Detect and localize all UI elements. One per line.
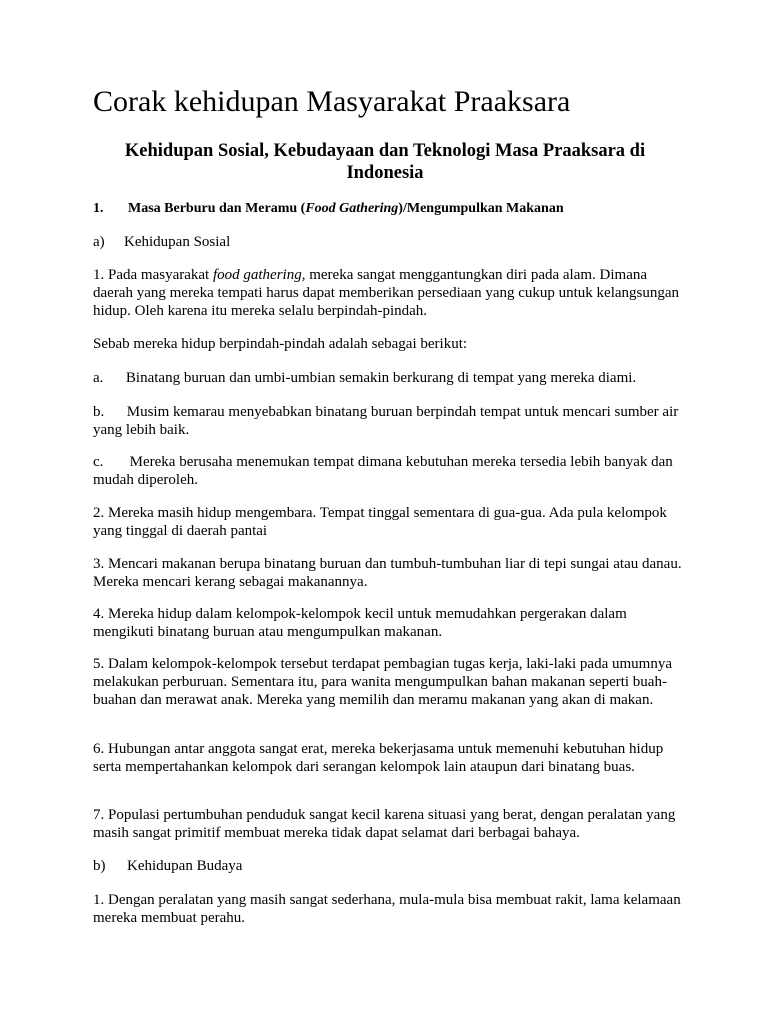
paragraph-1-italic: food gathering: [212, 267, 302, 283]
reason-b: b. Musim kemarau menyebabkan binatang buruan berpindah tempat untuk mencari sumber air yang lebih baik.: [93, 404, 682, 438]
paragraph-1-post: , mereka sangat menggantungkan diri pada alam. Dimana daerah yang mereka tempati harus dapat memberikan persediaan yang cukup untuk kelangsungan hidup. Oleh karena itu mereka selalu berpindah-pindah.: [93, 267, 680, 319]
subsection-b-label: b): [93, 858, 106, 874]
section-heading: [93, 200, 564, 218]
paragraph-7: 7. Populasi pertumbuhan penduduk sangat kecil karena situasi yang berat, dengan peralatan yang masih sangat primitif membuat mereka tidak dapat selamat dari berbagai bahaya.: [93, 807, 676, 841]
paragraph-1: [93, 266, 683, 320]
paragraph-5: 5. Dalam kelompok-kelompok tersebut terdapat pembagian tugas kerja, laki-laki pada umumnya melakukan perburuan. Sementara itu, para wanita mengumpulkan bahan makanan seperti buah-buahan dan merawat anak. Mereka yang memilih dan meramu makanan yang akan di makan.: [93, 656, 672, 708]
subsection-a-text: Kehidupan Sosial: [124, 234, 231, 250]
paragraph-2: 2. Mereka masih hidup mengembara. Tempat tinggal sementara di gua-gua. Ada pula kelompok yang tinggal di daerah pantai: [93, 505, 667, 539]
subsection-a-label: a): [93, 234, 105, 250]
subsection-b-text: Kehidupan Budaya: [127, 858, 243, 874]
section-heading-pre: Masa Berburu dan Meramu (: [128, 201, 306, 216]
paragraph-1-pre: 1. Pada masyarakat: [93, 267, 213, 283]
reasons-intro: Sebab mereka hidup berpindah-pindah adalah sebagai berikut:: [93, 336, 468, 352]
section-heading-italic: Food Gathering: [305, 201, 399, 216]
paragraph-b1: 1. Dengan peralatan yang masih sangat sederhana, mula-mula bisa membuat rakit, lama kelamaan mereka membuat perahu.: [93, 892, 681, 926]
paragraph-3: 3. Mencari makanan berupa binatang buruan dan tumbuh-tumbuhan liar di tepi sungai atau danau. Mereka mencari kerang sebagai makanannya.: [93, 556, 682, 590]
reason-a: a. Binatang buruan dan umbi-umbian semakin berkurang di tempat yang mereka diami.: [93, 370, 637, 386]
page-title: Corak kehidupan Masyarakat Praaksara: [93, 85, 571, 118]
subsection-a: [93, 233, 683, 251]
page-subtitle: Kehidupan Sosial, Kebudayaan dan Teknologi Masa Praaksara di Indonesia: [124, 141, 646, 183]
paragraph-6: 6. Hubungan antar anggota sangat erat, mereka bekerjasama untuk memenuhi kebutuhan hidup serta mempertahankan kelompok dari serangan kelompok lain ataupun dari binatang buas.: [93, 741, 664, 775]
subsection-b: [93, 857, 683, 875]
section-heading-post: )/Mengumpulkan Makanan: [398, 201, 564, 216]
paragraph-4: 4. Mereka hidup dalam kelompok-kelompok kecil untuk memudahkan pergerakan dalam mengikuti binatang buruan atau mengumpulkan makanan.: [93, 606, 627, 640]
section-number: 1.: [93, 201, 104, 216]
reason-c: c. Mereka berusaha menemukan tempat dimana kebutuhan mereka tersedia lebih banyak dan mudah diperoleh.: [93, 454, 677, 488]
